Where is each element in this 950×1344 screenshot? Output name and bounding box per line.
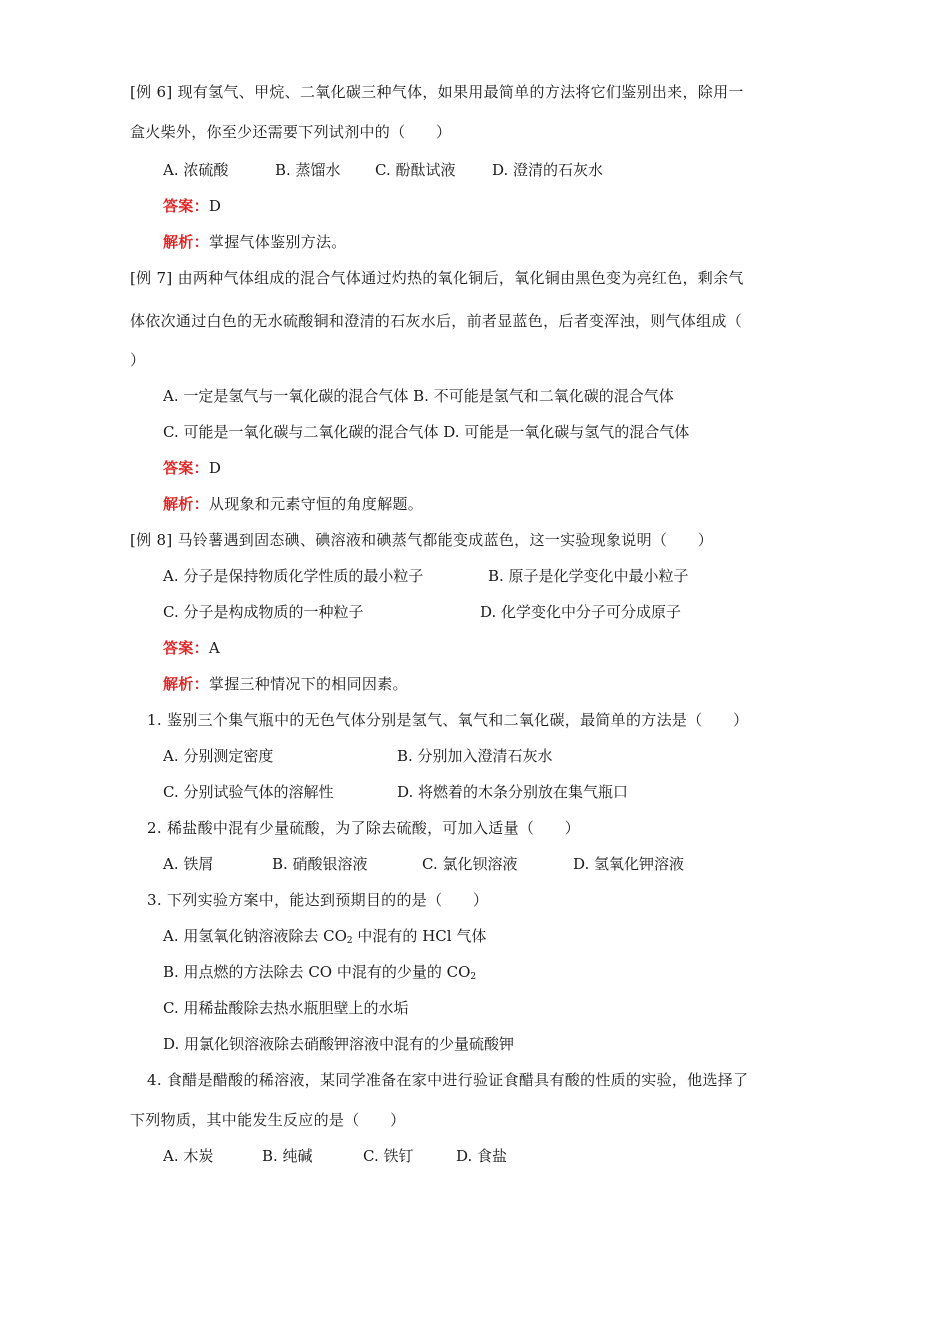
ex8-option-d: D. 化学变化中分子可分成原子 [480,603,682,621]
answer-label: 答案： [163,639,209,657]
q2-option-b: B. 硝酸银溶液 [272,855,368,873]
q3-option-a-text-2: 中混有的 HCl 气体 [352,927,487,945]
ex6-option-c: C. 酚酞试液 [375,161,456,179]
q1-option-a: A. 分别测定密度 [163,747,274,765]
ex6-option-a: A. 浓硫酸 [163,161,229,179]
ex6-answer [163,196,221,216]
ex8-option-b: B. 原子是化学变化中最小粒子 [488,567,689,585]
ex8-answer [163,638,220,658]
q2-option-a: A. 铁屑 [163,855,214,873]
q1-option-c: C. 分别试验气体的溶解性 [163,783,334,801]
ex7-question-line-2: 体依次通过白色的无水硫酸铜和澄清的石灰水后，前者显蓝色，后者变浑浊，则气体组成（ [130,312,743,330]
q1-option-b: B. 分别加入澄清石灰水 [397,747,553,765]
ex7-options-cd: C. 可能是一氧化碳与二氧化碳的混合气体 D. 可能是一氧化碳与氢气的混合气体 [163,423,690,441]
ex6-question-line-2: 盒火柴外，你至少还需要下列试剂中的（ ） [130,123,452,141]
analysis-text: 从现象和元素守恒的角度解题。 [208,495,424,513]
ex7-options-ab: A. 一定是氢气与一氧化碳的混合气体 B. 不可能是氢气和二氧化碳的混合气体 [163,387,674,405]
ex6-option-b: B. 蒸馏水 [275,161,341,179]
ex8-analysis [163,674,408,694]
q3-option-c: C. 用稀盐酸除去热水瓶胆壁上的水垢 [163,999,409,1017]
q4-option-a: A. 木炭 [163,1147,214,1165]
q4-option-b: B. 纯碱 [262,1147,313,1165]
q1-stem: 1. 鉴别三个集气瓶中的无色气体分别是氢气、氧气和二氧化碳，最简单的方法是（ ） [147,711,749,729]
answer-label: 答案： [163,197,209,215]
answer-label: 答案： [163,459,209,477]
q2-stem: 2. 稀盐酸中混有少量硫酸，为了除去硫酸，可加入适量（ ） [147,819,581,837]
q3-option-b-text: B. 用点燃的方法除去 CO 中混有的少量的 CO [163,963,471,981]
q3-stem: 3. 下列实验方案中，能达到预期目的的是（ ） [147,891,489,909]
q2-option-d: D. 氢氧化钾溶液 [573,855,685,873]
ex8-option-a: A. 分子是保持物质化学性质的最小粒子 [163,567,424,585]
q4-option-d: D. 食盐 [456,1147,508,1165]
ex7-question-line-3: ） [130,351,146,369]
ex6-analysis [163,232,347,252]
q3-option-a-subscript: 2 [346,936,353,946]
analysis-label: 解析： [163,233,209,251]
ex7-answer [163,458,221,478]
answer-value: A [208,639,221,657]
q4-stem-line-1: 4. 食醋是醋酸的稀溶液，某同学准备在家中进行验证食醋具有酸的性质的实验，他选择了 [147,1071,749,1089]
ex8-question-line-1: [例 8] 马铃薯遇到固态碘、碘溶液和碘蒸气都能变成蓝色，这一实验现象说明（ ） [130,531,714,549]
analysis-text: 掌握三种情况下的相同因素。 [208,675,408,693]
analysis-label: 解析： [163,495,209,513]
ex7-question-line-1: [例 7] 由两种气体组成的混合气体通过灼热的氧化铜后，氧化铜由黑色变为亮红色，剩余气 [130,269,744,287]
q4-stem-line-2: 下列物质，其中能发生反应的是（ ） [130,1111,406,1129]
q3-option-d: D. 用氯化钡溶液除去硝酸钾溶液中混有的少量硫酸钾 [163,1035,515,1053]
q4-option-c: C. 铁钉 [363,1147,414,1165]
q3-option-b [163,962,476,987]
ex6-question-line-1: [例 6] 现有氢气、甲烷、二氧化碳三种气体，如果用最简单的方法将它们鉴别出来，除用一 [130,83,744,101]
analysis-text: 掌握气体鉴别方法。 [208,233,347,251]
analysis-label: 解析： [163,675,209,693]
q1-option-d: D. 将燃着的木条分别放在集气瓶口 [397,783,629,801]
ex7-analysis [163,494,423,514]
answer-value: D [208,459,222,477]
ex8-option-c: C. 分子是构成物质的一种粒子 [163,603,364,621]
answer-value: D [208,197,222,215]
ex6-option-d: D. 澄清的石灰水 [492,161,604,179]
q3-option-a-text-1: A. 用氢氧化钠溶液除去 CO [163,927,347,945]
q3-option-b-subscript: 2 [470,972,477,982]
q2-option-c: C. 氯化钡溶液 [422,855,518,873]
q3-option-a [163,926,486,951]
